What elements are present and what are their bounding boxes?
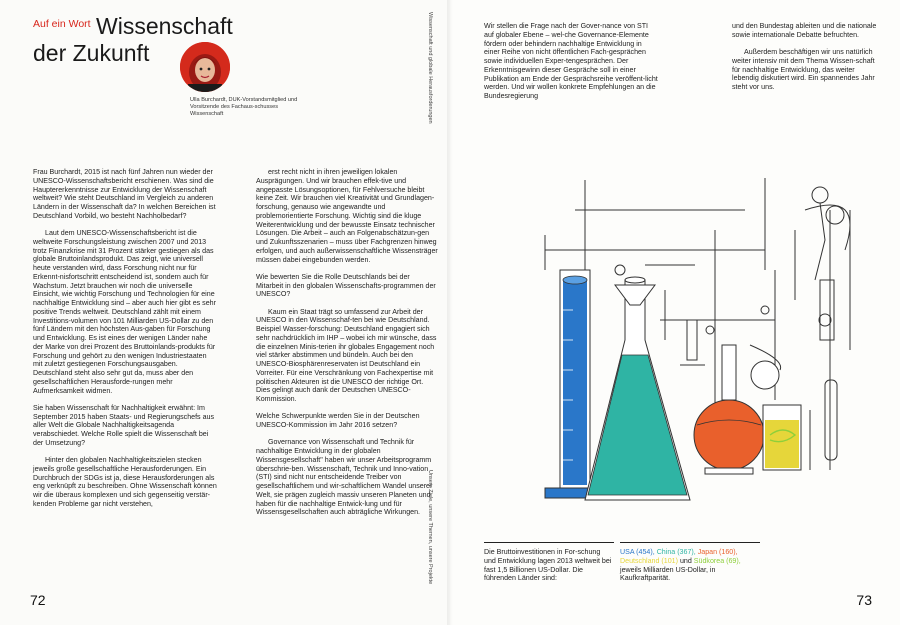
title-line-2: der Zukunft (33, 40, 150, 66)
legend-usa: USA (454), (620, 548, 655, 556)
spine-shadow (447, 0, 453, 625)
answer-4-start: Governance von Wissenschaft und Technik für nachhaltige Entwicklung in der globalen Wissensgesellschaft" haben wir unser Arbeitsprogramm überschrie-ben. Wissenschaft, Technik und Inno-vation (STI) sind nicht nur entscheidende Treiber von gesellschaftlichem und wir-schaftlichem Wandel unserer Welt, sie prägen zugleich massiv unseren Planeten und haben für die nachhaltige Entwick-lung und für Wissensgesellschaften auch abträgliche Wirkungen. (256, 438, 433, 517)
page-number-left: 72 (30, 592, 46, 608)
answer-4-end: Wir stellen die Frage nach der Gover-nance von STI auf globaler Ebene – wel-che Governance-Elemente fördern oder behindern nachhaltige Entwicklung in einer Reihe von nicht öffentlichen Fach-gesprächen sowie individuellen Exper-tengesprächen. Der Erkenntnisgewinn dieser Gespräche soll in einer Publikation am Ende der Gesprächsreihe veröffent-licht werden. Und wir wollen konkrete Empfehlungen an die Bundesregierung (484, 22, 658, 100)
left-column-1 (33, 168, 217, 517)
question-1: Frau Burchardt, 2015 ist nach fünf Jahren nun wieder der UNESCO-Wissenschaftsbericht erschienen. Was sind die Hauptererkenntnisse zur Entwicklung der Wissenschaft weltweit? Wie steht Deutschland im Vergleich zu anderen Ländern in der Wissenschaft da? In welchen Bereichen ist Deutschland Vorbild, wo besteht Nachholbedarf? (33, 168, 216, 220)
section-label: Auf ein Wort (33, 18, 91, 30)
answer-1: Laut dem UNESCO-Wissenschaftsbericht ist die weltweite Forschungsleistung zwischen 2007 und 2013 trotz Finanzkrise mit 31 Prozent stärker gestiegen als das globale Bruttoinlandsprodukt. Das zeigt, wie universell heute verstanden wird, dass Forschung nicht nur für Erkennt-nisfortschritt entscheidend ist, sondern auch für Wachstum. Jetzt brauchen wir noch die universelle Einsicht, wie wichtig Forschung und Technologien für eine nachhaltige Entwicklung sind – aber auch hier gibt es sehr positive Trends weltweit. Deutschland zählt mit einem Investitions-volumen von 101 Milliarden US-Dollar zu den fünf Ländern mit den höchsten Aus-gaben für Forschung und Entwicklung. Es ist eines der wenigen Länder nahe der Marke von drei Prozent des Bruttoinlands-produkts für Forschung und gehört zu den wenigen Industriestaaten mit zuletzt gestiegenen Forschungsausgaben. Deutschland steht also sehr gut da, muss aber den gesellschaftlichen Herausforde-rungen mehr Aufmerksamkeit widmen. (33, 229, 216, 395)
left-column-2 (256, 168, 438, 526)
vertical-running-foot: Unsere Ziele, unsere Themen, unsere Projekte (427, 470, 433, 585)
question-3: Wie bewerten Sie die Rolle Deutschlands bei der Mitarbeit in den globalen Wissenschafts-programmen der UNESCO? (256, 272, 436, 299)
answer-3: Kaum ein Staat trägt so umfassend zur Arbeit der UNESCO in den Wissenschaf-ten bei wie Deutschland. Beispiel Wasser-forschung: Deutschland engagiert sich sehr nachdrücklich im IHP – wobei ich mir wünsche, dass die einzelnen Minis-terien ihr globales Engagement noch viel stärker abstimmen und bündeln. Auch bei den UNESCO-Biosphärenreservaten ist Deutschland ein Vorreiter. Für eine Verschränkung von Fachexpertise mit politischen Akteuren ist die UNESCO der richtige Ort. Dies gelingt auch dank der Deutschen UNESCO-Kommission. (256, 307, 437, 403)
vertical-running-head: Wissenschaft und globale Herausforderungen (427, 12, 433, 124)
figure-caption-right (620, 548, 760, 583)
right-page (450, 0, 900, 625)
question-2: Sie haben Wissenschaft für Nachhaltigkeit erwähnt: Im September 2015 haben Staats- und Regierungschefs aus aller Welt die Globale Nachhaltigkeitsagenda verabschiedet. Welche Rolle spielt die Wissenschaft bei der Umsetzung? (33, 403, 215, 447)
answer-2-start: Hinter den globalen Nachhaltigkeitszielen stecken jeweils große gesellschaftliche Herausforderungen. Ein Durchbruch der SDGs ist ja, diese Herausforderungen als eng verknüpft zu beschreiben. Ohne Wissenschaft können wir die überaus komplexen und sich gegenseitig verstär-kenden Probleme gar nicht verstehen, (33, 456, 217, 508)
caption-rule-left (484, 542, 614, 543)
closing-paragraph: Außerdem beschäftigen wir uns natürlich weiter intensiv mit dem Thema Wissen-schaft für nachhaltige Entwicklung, das weiter lebendig diskutiert wird. Ein spannendes Jahr steht vor uns. (732, 48, 875, 91)
figure-caption-left: Die Bruttoinvestitionen in For-schung und Entwicklung lagen 2013 weltweit bei fast 1,5 Billionen US-Dollar. Die führenden Länder sind: (484, 548, 612, 583)
page-number-right: 73 (856, 592, 872, 608)
legend-china: China (367), (656, 548, 696, 556)
legend-and: und (679, 556, 692, 565)
round-bottom-flask (694, 345, 764, 474)
caption-rule-right (620, 542, 760, 543)
right-column-1 (484, 22, 659, 109)
right-column-2 (732, 22, 880, 100)
legend-germany: Deutschland (101) (620, 556, 678, 565)
portrait-caption: Ulla Burchardt, DUK-Vorstandsmitglied und Vorsitzende des Fachaus-schusses Wissenschaft (190, 97, 298, 117)
portrait-photo (180, 42, 230, 92)
answer-2-end: erst recht nicht in ihren jeweiligen lokalen Ausprägungen. Und wir brauchen effek-tive und angepasste Lösungsoptionen, für Fehlversuche bleibt keine Zeit. Wir brauchen viel Kreativität und Grundlagen-forschung, genauso wie angewandte und problemorientierte Forschung. Wichtig sind die kluge Weiterentwicklung und der bewusste Einsatz technischer Lösungen. Die Arbeit – auch an Folgenabschätzun-gen und Zukunftsszenarien – muss über Fachgrenzen hinweg erfolgen, und auch außerwissenschaftliche Wissensträger müssen dabei eingebunden werden. (256, 168, 438, 264)
answer-4-closing: und den Bundestag ableiten und die nationale sowie internationale Debatte befruchten. (732, 22, 877, 39)
beaker (763, 405, 801, 470)
title-line-1: Wissenschaft (96, 13, 233, 39)
question-4: Welche Schwerpunkte werden Sie in der Deutschen UNESCO-Kommission im Jahr 2016 setzen? (256, 412, 420, 429)
legend-japan: Japan (160), (697, 548, 738, 556)
lab-glassware-illustration (465, 170, 885, 530)
erlenmeyer-flask (585, 277, 690, 500)
legend-tail: jeweils Milliarden US-Dollar, in Kaufkraftparität. (620, 565, 716, 583)
legend-korea: Südkorea (69), (693, 556, 741, 565)
